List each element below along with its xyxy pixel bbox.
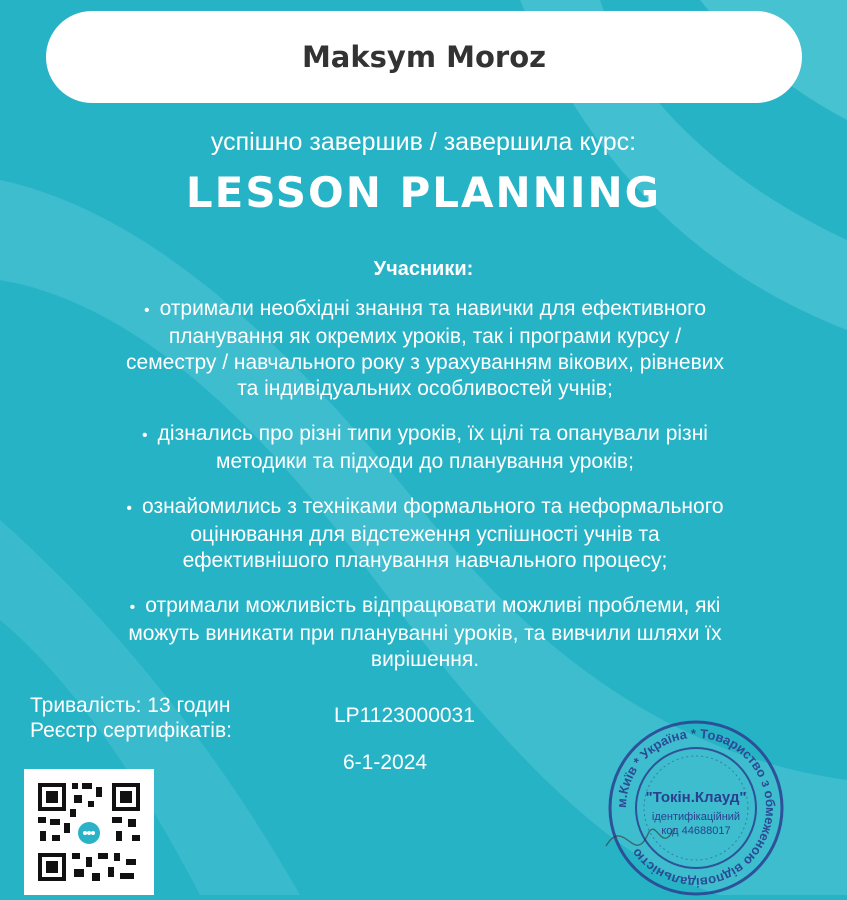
seal-id-code: код 44688017 xyxy=(661,825,731,837)
bullet-line: ознайомились з техніками формального та неформального xyxy=(142,495,724,518)
certificate-info xyxy=(30,693,232,743)
list-item xyxy=(30,421,820,475)
participants-heading: Учасники: xyxy=(373,258,474,280)
course-title: LESSON PLANNING xyxy=(185,168,662,217)
bullet-dot: • xyxy=(143,302,150,319)
bullet-line: отримали необхідні знання та навички для ефективного xyxy=(159,297,707,320)
bullet-dot: • xyxy=(142,427,148,444)
bullet-dot: • xyxy=(129,599,136,616)
certificate-number: LP1123000031 xyxy=(334,704,475,727)
company-seal xyxy=(604,716,788,900)
list-item xyxy=(30,296,820,402)
bullet-line: дізнались про різні типи уроків, їх цілі та опанували різні xyxy=(157,422,708,445)
bullet-dot: • xyxy=(126,500,133,517)
list-item xyxy=(30,494,820,574)
bullet-line: семестру / навчального року з урахуванням вікових, рівневих xyxy=(126,351,724,374)
bullet-line: оцінювання для відстеження успішності учнів та xyxy=(190,523,660,546)
bullet-line: методики та підходи до планування уроків; xyxy=(216,450,634,473)
bullet-line: можуть виникати при плануванні уроків, та вивчили шляхи їх xyxy=(128,622,722,645)
duration-label: Тривалість: 13 годин xyxy=(30,694,231,717)
bullet-line: вирішення. xyxy=(370,648,480,671)
bullet-line: ефективнішого планування навчального процесу; xyxy=(182,549,668,572)
seal-company-name: "Токін.Клауд" xyxy=(645,789,747,806)
list-item xyxy=(30,593,820,673)
svg-text:м.Київ * Україна * Товариство xyxy=(614,726,778,890)
issue-date: 6-1-2024 xyxy=(343,751,428,774)
bullet-line: отримали можливість відпрацювати можливі проблеми, які xyxy=(145,594,721,617)
registry-label: Реєстр сертифікатів: xyxy=(30,719,232,742)
recipient-name-banner xyxy=(46,11,802,103)
qr-code-graphic xyxy=(24,769,154,895)
outcomes-list xyxy=(30,296,820,692)
qr-code-icon[interactable] xyxy=(24,769,154,895)
bullet-line: та індивідуальних особливостей учнів; xyxy=(237,377,613,400)
bullet-line: планування як окремих уроків, так і програми курсу / xyxy=(168,325,682,348)
completion-subtitle: успішно завершив / завершила курс: xyxy=(210,128,637,156)
seal-id-label: ідентифікаційний xyxy=(651,811,741,823)
seal-outer-text: м.Київ * Україна * Товариство з обмеженою відповідальністю xyxy=(613,725,779,891)
recipient-name: Maksym Moroz xyxy=(301,40,547,74)
